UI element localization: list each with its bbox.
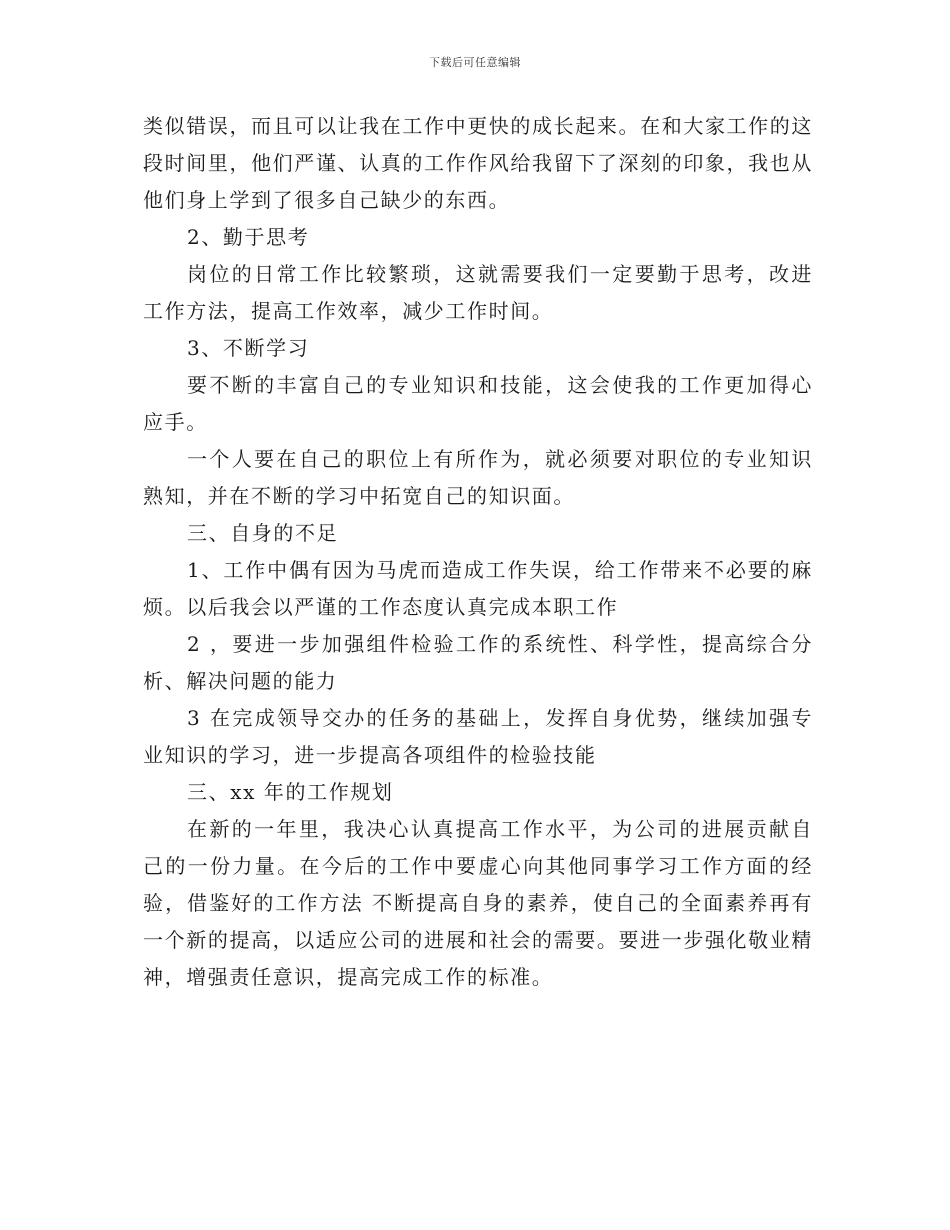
heading-work-plan: 三、xx 年的工作规划	[187, 780, 394, 804]
paragraph-shortcoming-3: 3 在完成领导交办的任务的基础上，发挥自身优势，继续加强专业知识的学习，进一步提高各项组件的检验技能	[143, 706, 813, 767]
heading-keep-learning: 3、不断学习	[187, 336, 310, 360]
document-body	[143, 108, 813, 996]
paragraph-continuation: 类似错误，而且可以让我在工作中更快的成长起来。在和大家工作的这段时间里，他们严谨、认真的工作作风给我留下了深刻的印象，我也从他们身上学到了很多自己缺少的东西。	[143, 114, 813, 212]
paragraph-position-knowledge: 一个人要在自己的职位上有所作为，就必须要对职位的专业知识熟知，并在不断的学习中拓宽自己的知识面。	[143, 447, 813, 508]
paragraph-shortcoming-2: 2 ，要进一步加强组件检验工作的系统性、科学性，提高综合分析、解决问题的能力	[143, 632, 813, 693]
paragraph-learning: 要不断的丰富自己的专业知识和技能，这会使我的工作更加得心应手。	[143, 373, 813, 434]
paragraph-think: 岗位的日常工作比较繁琐，这就需要我们一定要勤于思考，改进工作方法，提高工作效率，减少工作时间。	[143, 262, 813, 323]
heading-shortcomings: 三、自身的不足	[187, 521, 339, 545]
paragraph-shortcoming-1: 1、工作中偶有因为马虎而造成工作失误，给工作带来不必要的麻烦。以后我会以严谨的工作态度认真完成本职工作	[143, 558, 813, 619]
heading-think-diligently: 2、勤于思考	[187, 225, 310, 249]
page-header-note: 下载后可任意编辑	[429, 56, 521, 69]
paragraph-work-plan: 在新的一年里，我决心认真提高工作水平，为公司的进展贡献自己的一份力量。在今后的工作中要虚心向其他同事学习工作方面的经验，借鉴好的工作方法 不断提高自身的素养，使自己的全面素养再有一个新的提高，以适应公司的进展和社会的需要。要进一步强化敬业精神，增强责任意识，提高完成工作的标准。	[143, 817, 813, 989]
